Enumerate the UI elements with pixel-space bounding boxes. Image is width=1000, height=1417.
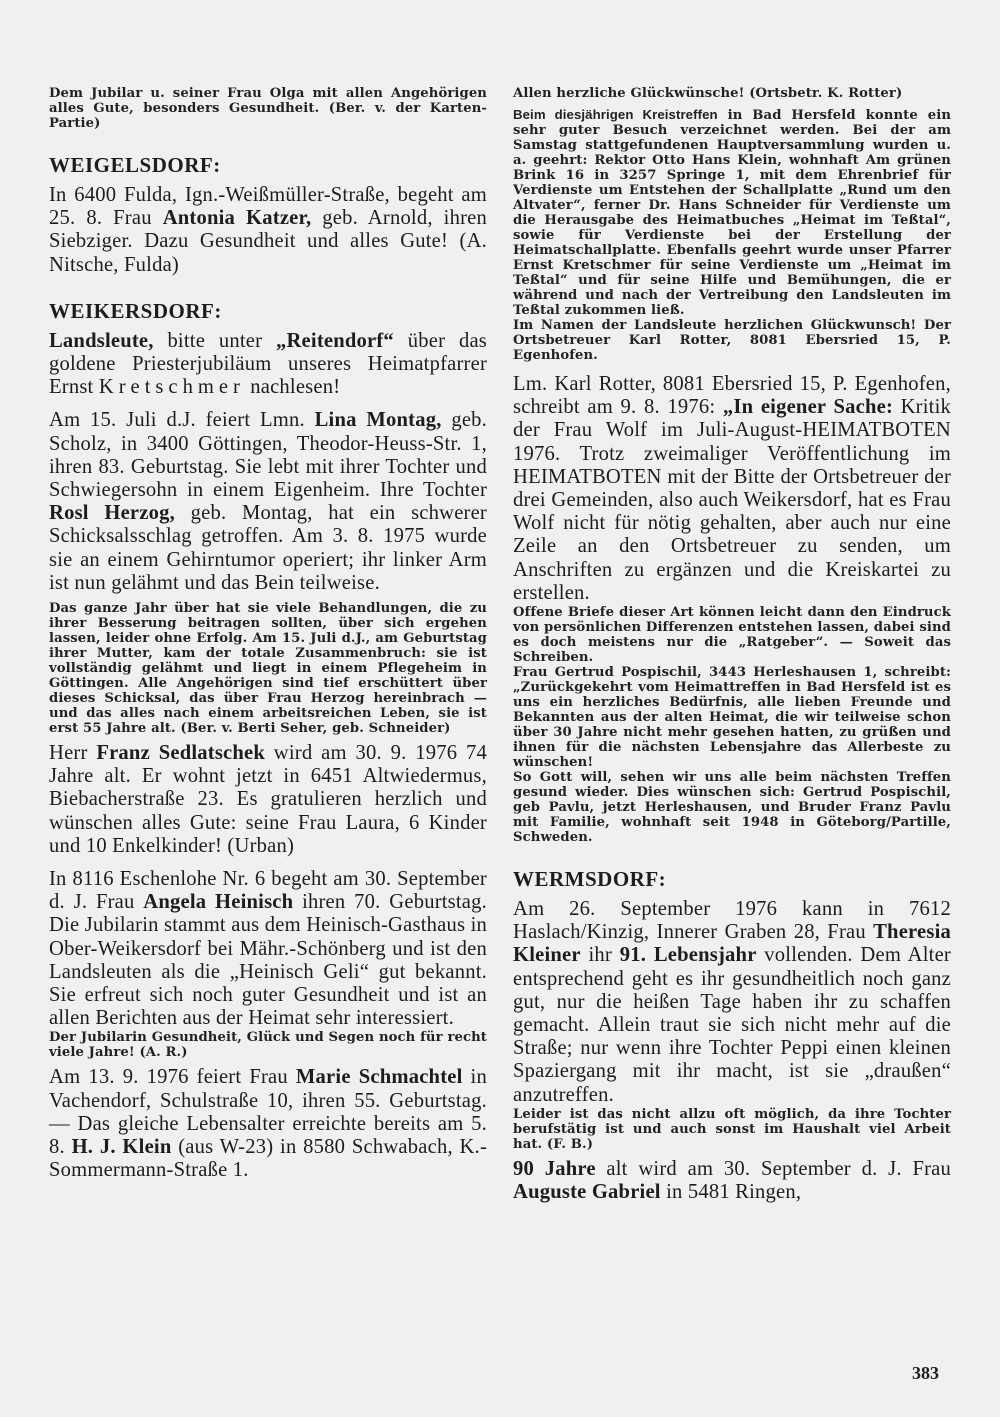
page-number: 383 [912, 1363, 939, 1383]
spaced-name: Kretschmer [98, 376, 245, 399]
section-heading-weikersdorf: WEIKERSDORF: [49, 298, 222, 323]
paragraph-reitendorf-note: Landsleute, bitte unter „Reitendorf“ über das goldene Priesterjubiläum unseres Heimatpfarrer Ernst Kretschmer nachlesen! [49, 329, 487, 399]
right-column [513, 86, 951, 1204]
paragraph-rotter-signature: Im Namen der Landsleute herzlichen Glückwunsch! Der Ortsbetreuer Karl Rotter, 8081 Ebersried 15, P. Egenhofen. [513, 318, 951, 363]
paragraph-gertrud-pospischil: Frau Gertrud Pospischil, 3443 Herleshausen 1, schreibt: „Zurückgekehrt vom Heimattreffen in Bad Hersfeld ist es uns ein herzliches Bedürfnis, alle lieben Freunde und Bekannten aus der alten Heimat, die wir teilweise schon über 30 Jahre nicht mehr gesehen hatten, zu grüßen und ihnen für die nächsten Lebensjahre das Allerbeste zu wünschen! [513, 665, 951, 771]
paragraph-rosl-herzog: Das ganze Jahr über hat sie viele Behandlungen, die zu ihrer Besserung beitragen sollten, über sich ergehen lassen, leider ohne Erfolg. Am 15. Juli d.J., am Geburtstag ihrer Mutter, kam der totale Zusammenbruch: sie ist vollständig gelähmt und liegt in einem Pflegeheim in Göttingen. Alle Angehörigen sind tief erschüttert über dieses Schicksal, das über Frau Herzog hereinbrach — und das alles nach einem arbeitsreichen Leben, sie ist erst 55 Jahre alt. (Ber. v. Berti Seher, geb. Schneider) [49, 601, 487, 737]
paragraph-leider: Leider ist das nicht allzu oft möglich, da ihre Tochter berufstätig ist und auch sonst im Haushalt viel Arbeit hat. (F. B.) [513, 1106, 951, 1152]
paragraph-so-gott-will: So Gott will, sehen wir uns alle beim nächsten Treffen gesund wieder. Dies wünschen sich: Gertrud Pospischil, geb Pavlu, jetzt Herleshausen, und Bruder Franz Pavlu mit Familie, wohnhaft seit 1948 in Göteborg/Partille, Schweden. [513, 770, 951, 846]
paragraph-theresia-kleiner: Am 26. September 1976 kann in 7612 Haslach/Kinzig, Innerer Graben 28, Frau Theresia Kleiner ihr 91. Lebensjahr vollenden. Dem Alter entsprechend geht es ihr gesundheitlich noch ganz gut, nur die heißen Tage haben ihr zu schaffen gemacht. Allein traut sie sich nicht mehr auf die Straße; nur wenn ihre Tochter Peppi einen kleinen Spaziergang mit ihr macht, ist sie „draußen“ anzutreffen. [513, 898, 951, 1106]
paragraph-lina-montag: Am 15. Juli d.J. feiert Lmn. Lina Montag, geb. Scholz, in 3400 Göttingen, Theodor-Heuss-Str. 1, ihren 83. Geburtstag. Sie lebt mit ihrer Tochter und Schwiegersohn in einem Eigenheim. Ihre Tochter Rosl Herzog, geb. Montag, hat ein schwerer Schicksalsschlag getroffen. Am 3. 8. 1975 wurde sie an einem Gehirntumor operiert; ihr linker Arm ist nun gelähmt und das Bein teilweise. [49, 409, 487, 594]
paragraph-auguste-gabriel: 90 Jahre alt wird am 30. September d. J. Frau Auguste Gabriel in 5481 Ringen, [513, 1157, 951, 1204]
paragraph-jubilarin-wishes: Der Jubilarin Gesundheit, Glück und Segen noch für recht viele Jahre! (A. R.) [49, 1030, 487, 1061]
left-column [49, 86, 487, 1183]
paragraph-rotter-greetings: Allen herzliche Glückwünsche! (Ortsbetr. K. Rotter) [513, 86, 903, 101]
paragraph-angela-heinisch: In 8116 Eschenlohe Nr. 6 begeht am 30. September d. J. Frau Angela Heinisch ihren 70. Geburtstag. Die Jubilarin stammt aus dem Heinisch-Gasthaus in Ober-Weikersdorf bei Mähr.-Schönberg und ist den Landsleuten als die „Heinisch Geli“ gut bekannt. Sie erfreut sich noch guter Gesundheit und ist an allen Berichten aus der Heimat sehr interessiert. [49, 868, 487, 1030]
paragraph-eigener-sache: Lm. Karl Rotter, 8081 Ebersried 15, P. Egenhofen, schreibt am 9. 8. 1976: „In eigener Sache: Kritik der Frau Wolf im Juli-August-HEIMATBOTEN 1976. Trotz zweimaliger Veröffentlichung im HEIMATBOTEN mit der Bitte der Ortsbetreuer der drei Gemeinden, also auch Weikersdorf, hat es Frau Wolf nicht für nötig gehalten, aber auch nur eine Zeile an den Ortsbetreuer zu senden, um Anschriften zu ergänzen und die Kreiskartei zu erstellen. [513, 373, 951, 604]
paragraph-offene-briefe: Offene Briefe dieser Art können leicht dann den Eindruck von persönlichen Differenzen entstehen lassen, dabei sind es doch meistens nur die „Ratgeber“. — Soweit das Schreiben. [513, 605, 951, 666]
paragraph-kreistreffen: Beim diesjährigen Kreistreffen in Bad Hersfeld konnte ein sehr guter Besuch verzeichnet werden. Bei der am Samstag stattgefundenen Hauptversammlung wurden u. a. geehrt: Rektor Otto Hans Klein, wohnhaft Am grünen Brink 16 in 3257 Springe 1, mit dem Ehrenbrief für Verdienste um Entstehen der Schallplatte „Rund um den Altvater“, ferner Dr. Hans Schneider für Verdienste um die Herausgabe des Heimatbuches „Heimat im Teßtal“, sowie für Verdienste bei der Erstellung der Heimatschallplatte. Ebenfalls geehrt wurde unser Pfarrer Ernst Kretschmer für seine Verdienste um „Heimat im Teßtal“ und für seine Hilfe und Bemühungen, die er während und nach der Vertreibung den Landsleuten im Teßtal zukommen ließ. [513, 107, 952, 318]
section-heading-wermsdorf: WERMSDORF: [513, 867, 667, 892]
paragraph-franz-sedlatschek: Herr Franz Sedlatschek wird am 30. 9. 1976 74 Jahre alt. Er wohnt jetzt in 6451 Altwiedermus, Biebacherstraße 23. Es gratulieren herzlich und wünschen alles Gute: seine Frau Laura, 6 Kinder und 10 Enkelkinder! (Urban) [49, 742, 487, 857]
paragraph-antonia-katzer: In 6400 Fulda, Ign.-Weißmüller-Straße, begeht am 25. 8. Frau Antonia Katzer, geb. Arnold, ihren Siebziger. Dazu Gesundheit und alles Gute! (A. Nitsche, Fulda) [49, 184, 488, 276]
paragraph-marie-schmachtel: Am 13. 9. 1976 feiert Frau Marie Schmachtel in Vachendorf, Schulstraße 10, ihren 55. Geburtstag. — Das gleiche Lebensalter erreichte bereits am 5. 8. H. J. Klein (aus W-23) in 8580 Schwabach, K.-Sommermann-Straße 1. [49, 1066, 487, 1182]
person-name: Antonia Katzer, [162, 207, 312, 230]
section-heading-weigelsdorf: WEIGELSDORF: [49, 153, 221, 177]
paragraph-jubilar-wishes: Dem Jubilar u. seiner Frau Olga mit allen Angehörigen alles Gute, besonders Gesundheit. (Ber. v. der Karten-Partie) [49, 86, 487, 131]
